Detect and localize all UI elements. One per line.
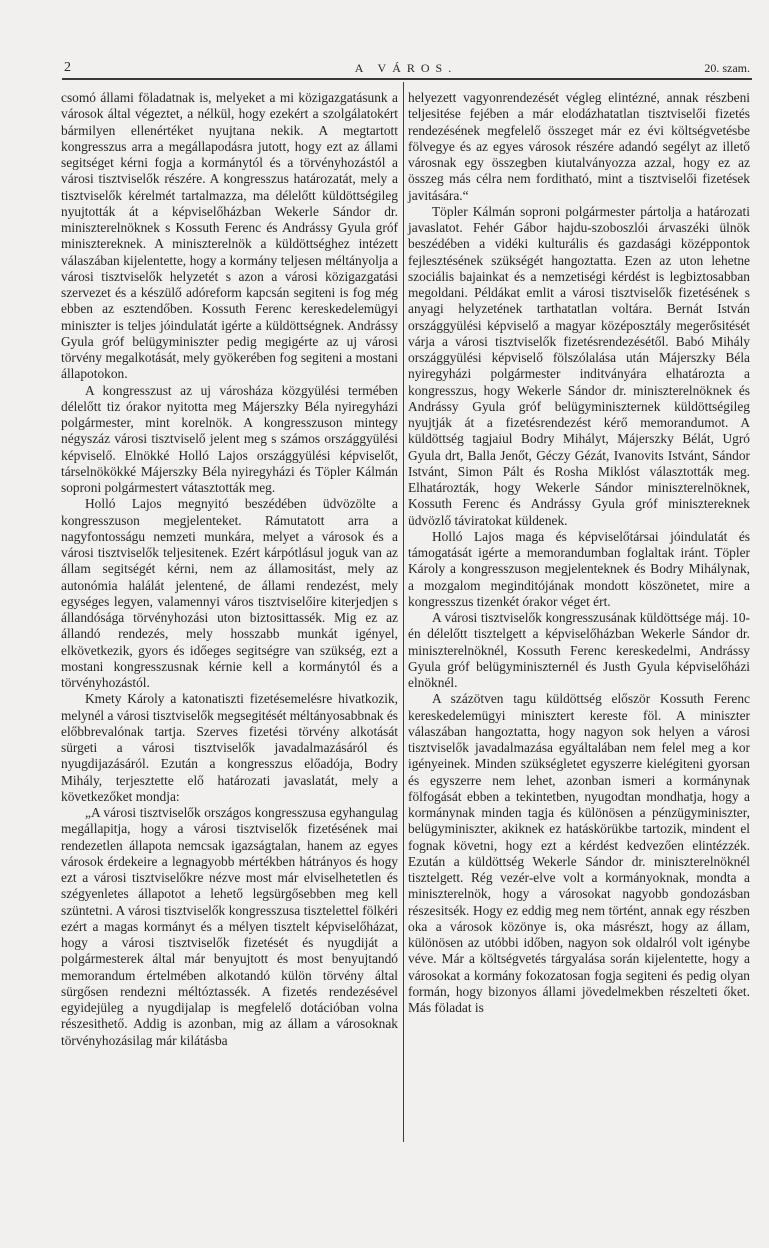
paragraph: A kongresszust az uj városháza közgyülési termében délelőtt tiz órakor nyitotta meg Májerszky Béla nyiregyházi polgármester, mint korelnök. A kongresszuson mintegy négyszáz városi tisztviselő jelent meg s számos országgyülési képviselő. Elnökké Holló Lajos országgyülési képviselőt, társelnökökké Májerszky Béla nyiregyházi és Töpler Kálmán soproni polgármestert vátasztották meg. <box>61 382 398 495</box>
quoted-resolution: „A városi tisztviselők országos kongresszusa egyhangulag megállapitja, hogy a városi tisztviselők fizetésének mai rendezetlen állapota nemcsak igazságtalan, hanem az egyes városok érdekeire a legnagyobb mértékben hátrányos és hogy ezt a városi tisztviselőkre nézve most már elviselhetetlen és szégyenletes állapotot a lehető legsürgősebben meg kell szüntetni. A városi tisztviselők kongresszusa tisztelettel fölkéri ezért a magas kormányt és a mélyen tisztelt képviselőházat, hogy a városi tisztviselők fizetését és nyugdiját a polgármesterek által már benyujtott és most benyujtandó memorandum értelmében alkotandó külön törvény által sürgősen rendezni méltóztassék. A fizetés rendezésével egyidejüleg a nyugdijalap is megfelelő dotációban volna részesithető. Addig is azonban, mig az állam a városoknak törvényhozásilag már kilátásba <box>61 805 398 1048</box>
paragraph: Holló Lajos megnyitó beszédében üdvözölte a kongresszuson megjelenteket. Rámutatott arra a nagyfontosságu nemzeti munkára, melyet a városok és a városi tisztviselők teljesitenek. Ezért kárpótlásul joguk van az állam segitségét kérni, nem az államositást, mely az autonómia halálát jelentené, de állami rendezést, mely egységes legyen, valamennyi város tisztviselőire kiterjedjen s állandósága törvényhozási uton biztosittassék. Mig ez az állandó rendezés, mely hosszabb munkát igényel, elkövetkezik, gyors és időeges segitségre van szükség, ezt a mostani kongresszusnak kérnie kell a kormánytól és a törvényhozástól. <box>61 496 398 690</box>
page-number: 2 <box>64 60 71 75</box>
paragraph: A városi tisztviselők kongresszusának küldöttsége máj. 10-én délelőtt tisztelgett a képviselőházban Wekerle Sándor dr. miniszterelnöknél, Kossuth Ferenc kereskedelmi, Andrássy Gyula gróf belügyminiszternél és Justh Gyula képviselőházi elnöknél. <box>408 610 750 690</box>
page-header <box>62 58 750 78</box>
issue-number: 20. szam. <box>704 61 750 75</box>
paragraph: Holló Lajos maga és képviselőtársai jóindulatát és támogatását igérte a memorandumban foglaltak iránt. Töpler Károly a kongresszuson megjelenteknek és Bodry Mihálynak, a mozgalom meginditójának mondott köszönetet, mire a kongresszus tizenkét órakor véget ért. <box>408 528 750 609</box>
paragraph: helyezett vagyonrendezését végleg elintézné, annak részbeni teljesitése fejében a már elodázhatatlan tisztviselői fizetés rendezésének megfelelő összeget már ez évi költségvetésbe fölvegye és az egyes városok részére adandó segélyt az illető városnak egy összegben kiutalványozza azzal, hogy ez az összeg más célra nem forditható, mint a tisztviselői fizetések javitására.“ <box>408 90 750 203</box>
paragraph: Töpler Kálmán soproni polgármester pártolja a határozati javaslatot. Fehér Gábor hajdu-szoboszlói árvaszéki ülnök beszédében a vidéki kulturális és gazdasági középpontok fejlesztésének szükségét hangoztatta. Ezen az uton lehetne szociális bajainkat és a nemzetiségi kérdést is legbiztosabban megoldani. Példákat emlit a városi tisztviselők fizetésének s anyagi helyzetének tarthatatlan voltára. Bernát István országgyülési képviselő a magyar középosztály megerősitését várja a városi tisztviselők fizetésrendezésétől. Babó Mihály országgyülési képviselő fölszólalása után Májerszky Béla nyiregyházi polgármester inditványára elhatározta a kongresszus, hogy Wekerle Sándor dr. miniszterelnöknek és Andrássy Gyula gróf belügyminiszternek küldöttségileg nyujtják át a fizetésrendezést kérő memorandumot. A küldöttség tagjaiul Bodry Mihályt, Májerszky Bélát, Ugró Gyula drt, Balla Jenőt, Géczy Gézát, Ivanovits Istvánt, Sándor Istvánt, Simon Pált és Rosha Miklóst választották meg. Elhatározták, hogy Wekerle Sándor miniszterelnöknek, Kossuth Ferenc és Andrássy Gyula gróf minisztereknek üdvözlő táviratokat küldenek. <box>408 203 750 528</box>
header-rule <box>62 78 752 80</box>
left-column <box>61 90 398 1049</box>
publication-title: A VÁROS. <box>354 61 458 75</box>
paragraph: A százötven tagu küldöttség először Kossuth Ferenc kereskedelemügyi minisztert kereste föl. A miniszter válaszában hangoztatta, hogy nagyon sok helyen a városi tisztviselők javadalmazása egyáltalában nem felel meg a kor igényeinek. Minden szükségletet egyszerre kielégiteni gyorsan és egyszerre nem lehet, azonban ismeri a kormánynak fölfogását ebben a tekintetben, nyugodtan mondhatja, hogy a kormánynak minden tagja és különösen a pénzügyminiszter, belügyminiszter, akiknek ez hatáskörükbe tartozik, mindent el fognak követni, hogy ezt a kérdést kedvezően elintézzék. Ezután a küldöttség Wekerle Sándor dr. miniszterelnöknél tisztelgett. Rég vezér-elve volt a kormányoknak, mondta a miniszterelnök, hogy a városokat nagyobb gondozásban részesitsék. Hogy ez eddig meg nem történt, annak egy részben oka a városok közönye is, oka másrészt, hogy az állam, különösen az utóbbi időben, nagyon sok oldalról volt igénybe véve. Már a költségvetés tárgyalása során kijelentette, hogy a városokat a kormány fokozatosan fogja segiteni és pedig olyan formán, hogy bizonyos állami jövedelmekben részelteti őket. Más föladat is <box>408 691 750 1015</box>
paragraph: Kmety Károly a katonatiszti fizetésemelésre hivatkozik, melynél a városi tisztviselők megsegitését méltányosabbnak és előbbrevalónak tartja. Szerves fizetési törvény alkotását sürgeti a városi tisztviselők javadalmazásáról és nyugdijazásáról. Ezután a kongresszus előadója, Bodry Mihály, terjesztette elő határozati javaslatát, mely a következőket mondja: <box>61 691 398 804</box>
right-column <box>408 90 750 1016</box>
paragraph: csomó állami föladatnak is, melyeket a mi közigazgatásunk a városok által végeztet, a nélkül, hogy ezekért a szolgálatokért bármilyen ellenértéket nyujtana nekik. A megtartott kongresszus arra a megállapodásra jutott, hogy ezt az állami segitséget kérni fogja a kormánytól és a törvényhozástól a városi tisztviselők részére. A kongresszus határozatát, mely a tisztviselők kérelmét tartalmazza, ma délelőtt küldöttségileg nyujtották át a képviselőházban Wekerle Sándor dr. miniszterelnöknek s Kossuth Ferenc és Andrássy Gyula gróf minisztereknek. A miniszterelnök a küldöttséghez intézett válaszában kijelentette, hogy a kormány teljesen méltányolja a városi tisztviselők helyzetét s azon a városi közigazgatási szervezet és a készülő adóreform kapcsán segiteni is fog még ebben az esztendőben. Kossuth Ferenc kereskedelemügyi miniszter is teljes jóindulatát igérte a küldöttségnek. Andrássy Gyula gróf belügyminiszter pedig megigérte az uj városi törvény megalkotását, mely gyökerében fog segiteni a mostani állapotokon. <box>61 90 398 382</box>
column-divider <box>403 82 404 1142</box>
